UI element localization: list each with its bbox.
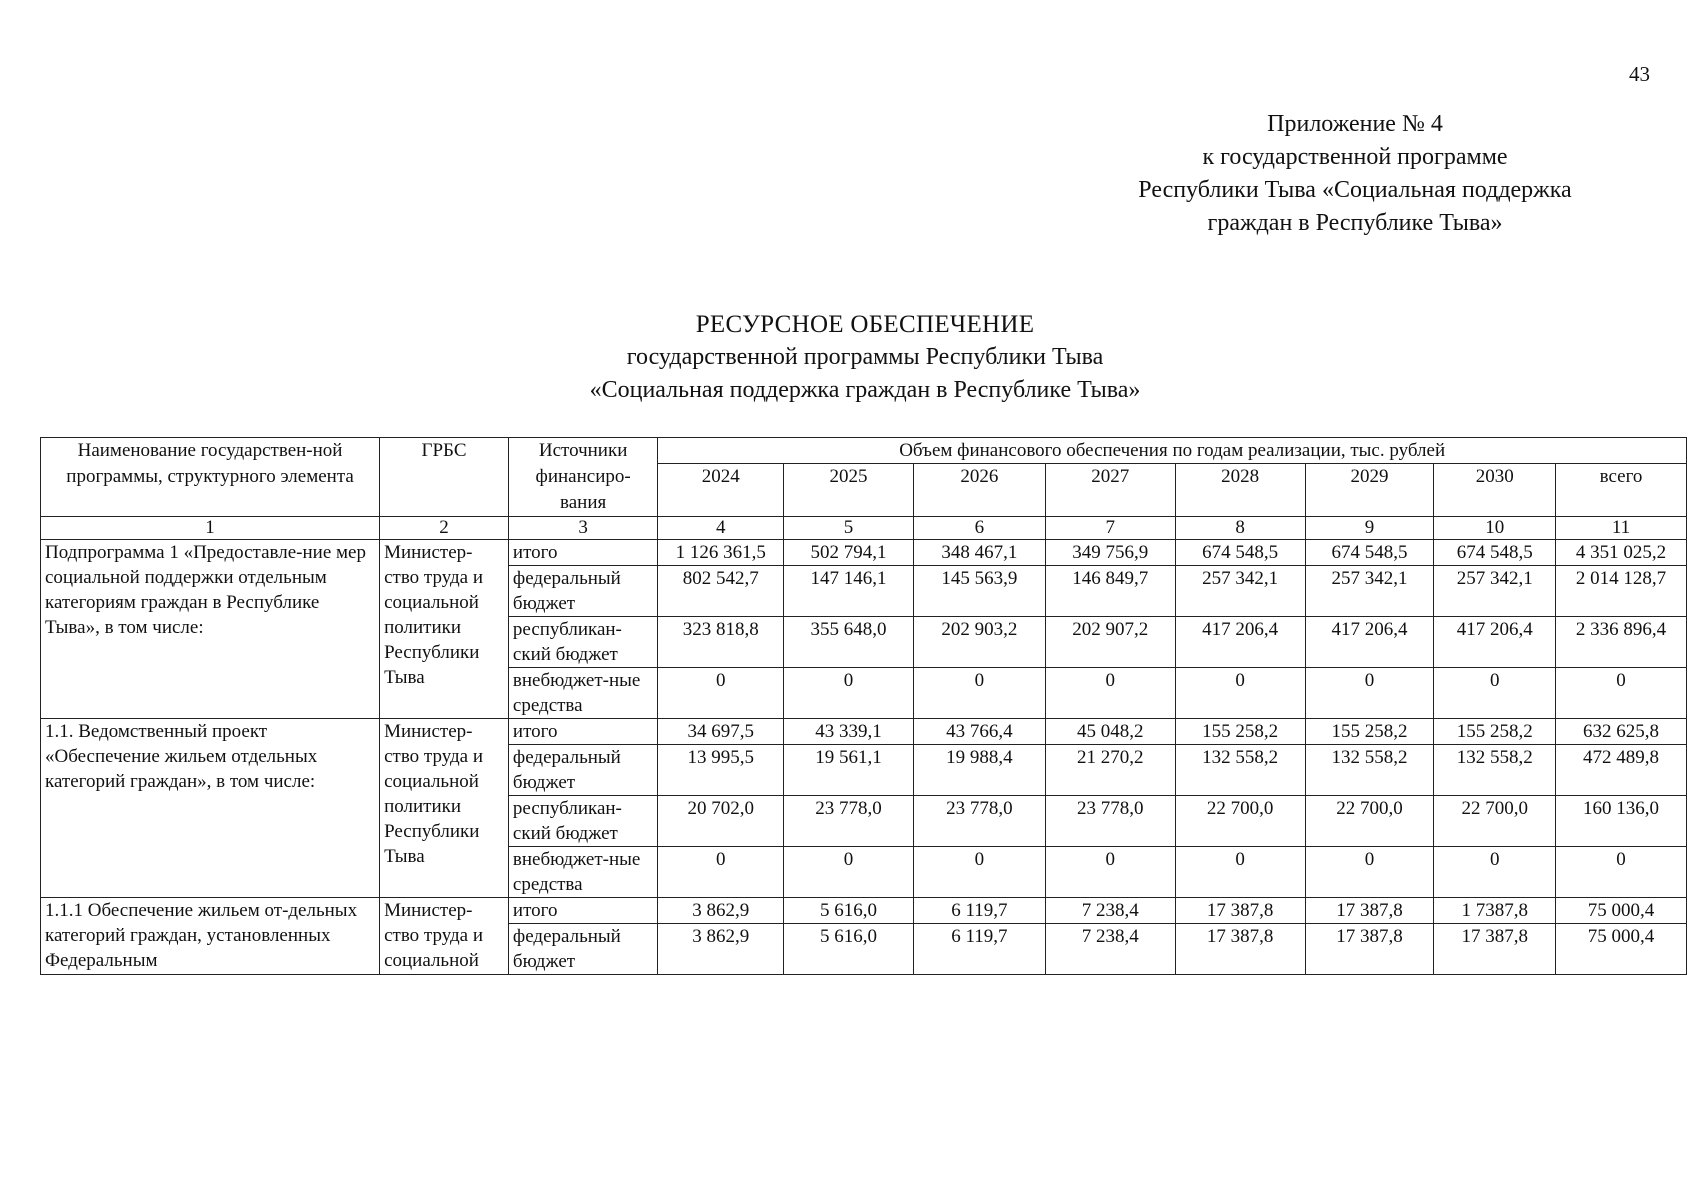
- table-row: [41, 540, 1687, 566]
- amount-cell: 17 387,8: [1175, 898, 1305, 924]
- amount-cell: 0: [913, 847, 1045, 898]
- funding-source: республикан-ский бюджет: [508, 796, 657, 847]
- amount-cell: 43 339,1: [784, 719, 914, 745]
- amount-cell: 0: [658, 847, 784, 898]
- amount-cell: 155 258,2: [1305, 719, 1434, 745]
- appendix-line-3: Республики Тыва «Социальная поддержка: [1138, 177, 1572, 203]
- amount-cell: 21 270,2: [1045, 745, 1175, 796]
- amount-cell: 6 119,7: [913, 898, 1045, 924]
- amount-cell: 23 778,0: [913, 796, 1045, 847]
- amount-cell: 257 342,1: [1434, 566, 1556, 617]
- program-element-name: 1.1.1 Обеспечение жильем от-дельных категорий граждан, установленных Федеральным: [41, 898, 380, 975]
- amount-cell: 502 794,1: [784, 540, 914, 566]
- funding-source: итого: [508, 540, 657, 566]
- column-number: 5: [784, 517, 914, 540]
- resource-table: [40, 437, 1687, 975]
- amount-cell: 132 558,2: [1434, 745, 1556, 796]
- amount-cell: 202 903,2: [913, 617, 1045, 668]
- amount-cell: 0: [658, 668, 784, 719]
- header-year: 2024: [658, 464, 784, 517]
- amount-cell: 674 548,5: [1175, 540, 1305, 566]
- amount-cell: 0: [784, 668, 914, 719]
- amount-cell: 674 548,5: [1305, 540, 1434, 566]
- amount-cell: 45 048,2: [1045, 719, 1175, 745]
- amount-cell: 323 818,8: [658, 617, 784, 668]
- amount-cell: 674 548,5: [1434, 540, 1556, 566]
- column-number: 11: [1556, 517, 1687, 540]
- amount-cell: 19 561,1: [784, 745, 914, 796]
- amount-cell: 202 907,2: [1045, 617, 1175, 668]
- amount-cell: 0: [1434, 668, 1556, 719]
- amount-cell: 132 558,2: [1305, 745, 1434, 796]
- amount-cell: 355 648,0: [784, 617, 914, 668]
- header-volume: Объем финансового обеспечения по годам реализации, тыс. рублей: [658, 438, 1687, 464]
- column-number: 3: [508, 517, 657, 540]
- amount-cell: 417 206,4: [1305, 617, 1434, 668]
- column-numbers-row: [41, 517, 1687, 540]
- amount-cell: 417 206,4: [1434, 617, 1556, 668]
- amount-cell: 13 995,5: [658, 745, 784, 796]
- appendix-note: [1000, 108, 1697, 240]
- amount-cell: 348 467,1: [913, 540, 1045, 566]
- appendix-line-4: граждан в Республике Тыва»: [1207, 210, 1503, 236]
- amount-cell: 7 238,4: [1045, 898, 1175, 924]
- header-year: всего: [1556, 464, 1687, 517]
- header-year: 2027: [1045, 464, 1175, 517]
- amount-cell: 75 000,4: [1556, 898, 1687, 924]
- header-year: 2028: [1175, 464, 1305, 517]
- grbs-cell: Министер-ство труда и социальной: [380, 898, 509, 975]
- amount-cell: 4 351 025,2: [1556, 540, 1687, 566]
- amount-cell: 22 700,0: [1434, 796, 1556, 847]
- amount-cell: 17 387,8: [1434, 924, 1556, 975]
- amount-cell: 132 558,2: [1175, 745, 1305, 796]
- table-row: [41, 719, 1687, 745]
- amount-cell: 6 119,7: [913, 924, 1045, 975]
- funding-source: итого: [508, 898, 657, 924]
- amount-cell: 417 206,4: [1175, 617, 1305, 668]
- header-year: 2029: [1305, 464, 1434, 517]
- page-number: 43: [1629, 62, 1650, 86]
- program-element-name: 1.1. Ведомственный проект «Обеспечение жильем отдельных категорий граждан», в том числе:: [41, 719, 380, 898]
- amount-cell: 22 700,0: [1175, 796, 1305, 847]
- column-number: 1: [41, 517, 380, 540]
- amount-cell: 2 336 896,4: [1556, 617, 1687, 668]
- program-element-name: Подпрограмма 1 «Предоставле-ние мер социальной поддержки отдельным категориям граждан в Республике Тыва», в том числе:: [41, 540, 380, 719]
- amount-cell: 1 7387,8: [1434, 898, 1556, 924]
- column-number: 8: [1175, 517, 1305, 540]
- amount-cell: 75 000,4: [1556, 924, 1687, 975]
- title-line-1: РЕСУРСНОЕ ОБЕСПЕЧЕНИЕ: [695, 311, 1035, 338]
- amount-cell: 1 126 361,5: [658, 540, 784, 566]
- amount-cell: 145 563,9: [913, 566, 1045, 617]
- table-row: [41, 898, 1687, 924]
- funding-source: федеральный бюджет: [508, 745, 657, 796]
- funding-source: республикан-ский бюджет: [508, 617, 657, 668]
- amount-cell: 0: [1175, 668, 1305, 719]
- amount-cell: 160 136,0: [1556, 796, 1687, 847]
- column-number: 6: [913, 517, 1045, 540]
- appendix-line-2: к государственной программе: [1202, 144, 1508, 170]
- amount-cell: 43 766,4: [913, 719, 1045, 745]
- header-grbs: ГРБС: [380, 438, 509, 517]
- amount-cell: 0: [1556, 847, 1687, 898]
- amount-cell: 23 778,0: [1045, 796, 1175, 847]
- amount-cell: 2 014 128,7: [1556, 566, 1687, 617]
- amount-cell: 0: [913, 668, 1045, 719]
- title-line-3: «Социальная поддержка граждан в Республике Тыва»: [589, 377, 1141, 403]
- column-number: 2: [380, 517, 509, 540]
- table-body: [41, 540, 1687, 975]
- column-number: 9: [1305, 517, 1434, 540]
- amount-cell: 3 862,9: [658, 898, 784, 924]
- amount-cell: 0: [1434, 847, 1556, 898]
- header-sources: Источники финансиро-вания: [508, 438, 657, 517]
- amount-cell: 632 625,8: [1556, 719, 1687, 745]
- amount-cell: 802 542,7: [658, 566, 784, 617]
- funding-source: федеральный бюджет: [508, 924, 657, 975]
- header-name: Наименование государствен-ной программы, структурного элемента: [41, 438, 380, 517]
- amount-cell: 23 778,0: [784, 796, 914, 847]
- document-title: [250, 308, 1480, 407]
- amount-cell: 5 616,0: [784, 898, 914, 924]
- title-line-2: государственной программы Республики Тыва: [626, 344, 1104, 370]
- header-year: 2026: [913, 464, 1045, 517]
- amount-cell: 155 258,2: [1175, 719, 1305, 745]
- header-year: 2025: [784, 464, 914, 517]
- funding-source: федеральный бюджет: [508, 566, 657, 617]
- amount-cell: 0: [1175, 847, 1305, 898]
- amount-cell: 0: [1305, 668, 1434, 719]
- header-year: 2030: [1434, 464, 1556, 517]
- amount-cell: 0: [1045, 668, 1175, 719]
- amount-cell: 146 849,7: [1045, 566, 1175, 617]
- appendix-line-1: Приложение № 4: [1267, 111, 1443, 137]
- grbs-cell: Министер-ство труда и социальной политики Республики Тыва: [380, 540, 509, 719]
- amount-cell: 0: [1045, 847, 1175, 898]
- amount-cell: 17 387,8: [1305, 924, 1434, 975]
- grbs-cell: Министер-ство труда и социальной политики Республики Тыва: [380, 719, 509, 898]
- column-number: 4: [658, 517, 784, 540]
- amount-cell: 0: [1556, 668, 1687, 719]
- column-number: 10: [1434, 517, 1556, 540]
- amount-cell: 349 756,9: [1045, 540, 1175, 566]
- funding-source: внебюджет-ные средства: [508, 847, 657, 898]
- amount-cell: 34 697,5: [658, 719, 784, 745]
- amount-cell: 3 862,9: [658, 924, 784, 975]
- amount-cell: 0: [784, 847, 914, 898]
- amount-cell: 5 616,0: [784, 924, 914, 975]
- amount-cell: 472 489,8: [1556, 745, 1687, 796]
- amount-cell: 147 146,1: [784, 566, 914, 617]
- amount-cell: 17 387,8: [1175, 924, 1305, 975]
- amount-cell: 257 342,1: [1175, 566, 1305, 617]
- funding-source: внебюджет-ные средства: [508, 668, 657, 719]
- column-number: 7: [1045, 517, 1175, 540]
- amount-cell: 22 700,0: [1305, 796, 1434, 847]
- amount-cell: 17 387,8: [1305, 898, 1434, 924]
- amount-cell: 7 238,4: [1045, 924, 1175, 975]
- amount-cell: 155 258,2: [1434, 719, 1556, 745]
- funding-source: итого: [508, 719, 657, 745]
- amount-cell: 19 988,4: [913, 745, 1045, 796]
- amount-cell: 20 702,0: [658, 796, 784, 847]
- amount-cell: 257 342,1: [1305, 566, 1434, 617]
- amount-cell: 0: [1305, 847, 1434, 898]
